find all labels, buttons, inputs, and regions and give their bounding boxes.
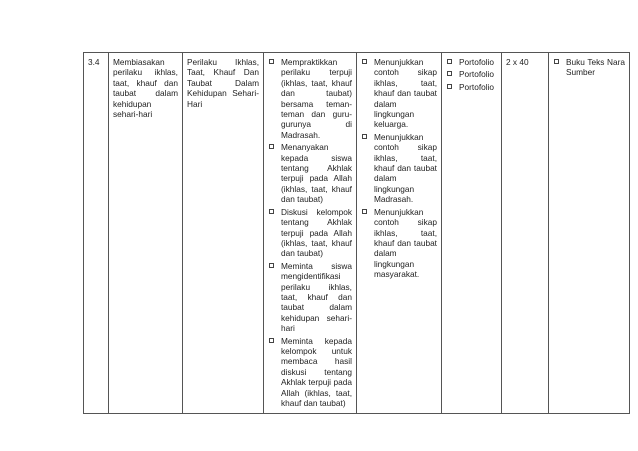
activity-text: Meminta kepada kelompok untuk membaca hasil diskusi tentang Akhlak terpuji pada Allah (ikhlas, taat, khauf dan taubat) [281,335,352,408]
table-row [84,53,630,414]
activity-text: Diskusi kelompok tentang Akhlak terpuji pada Allah (ikhlas, taat, khauf dan taubat) [281,206,352,259]
list-item [553,57,625,78]
cell-learning-material: Perilaku Ikhlas, Taat, Khauf Dan Taubat Dalam Kehidupan Sehari-Hari [183,53,264,414]
indicators-list [361,57,437,280]
activity-text: Menanyakan kepada siswa tentang Akhlak terpuji pada Allah (ikhlas, taat, khauf dan taubat) [281,142,352,205]
cell-learning-sources [549,53,630,414]
activity-text: Meminta siswa mengidentifikasi perilaku ikhlas, taat, khauf dan taubat dalam kehidupan sehari-hari [281,260,352,334]
cell-basic-competency: Membiasakan perilaku ikhlas, taat, khauf dan taubat dalam kehidupan sehari-hari [109,53,183,414]
list-item [446,69,497,79]
checkbox-bullet-icon [269,209,274,214]
list-item [268,261,352,334]
list-item [361,132,437,205]
checkbox-bullet-icon [362,134,367,139]
cell-assessment [442,53,502,414]
checkbox-bullet-icon [269,59,274,64]
indicator-text: Menunjukkan contoh sikap ikhlas, taat, khauf dan taubat dalam lingkungan Madrasah. [374,131,437,205]
checkbox-bullet-icon [269,338,274,343]
indicator-text: Menunjukkan contoh sikap ikhlas, taat, khauf dan taubat dalam lingkungan masyarakat. [374,206,437,280]
sources-list [553,57,625,78]
list-item [446,57,497,67]
source-text: Buku Teks Nara Sumber [566,57,625,78]
list-item [361,207,437,280]
checkbox-bullet-icon [269,263,274,268]
list-item [446,82,497,92]
cell-time-allocation: 2 x 40 [502,53,549,414]
assessment-list [446,57,497,92]
cell-learning-activities [264,53,357,414]
cell-indicators [357,53,442,414]
assessment-text: Portofolio [459,57,495,67]
list-item [268,57,352,140]
checkbox-bullet-icon [362,209,367,214]
checkbox-bullet-icon [447,84,452,89]
checkbox-bullet-icon [447,71,452,76]
assessment-text: Portofolio [459,81,495,92]
cell-number: 3.4 [84,53,109,414]
syllabus-table [83,52,630,414]
checkbox-bullet-icon [269,144,274,149]
list-item [268,336,352,409]
assessment-text: Portofolio [459,69,495,80]
list-item [268,142,352,204]
indicator-text: Menunjukkan contoh sikap ikhlas, taat, khauf dan taubat dalam lingkungan keluarga. [374,57,437,130]
list-item [361,57,437,130]
checkbox-bullet-icon [554,59,559,64]
checkbox-bullet-icon [362,59,367,64]
activity-text: Mempraktikkan perilaku terpuji (ikhlas, taat, khauf dan taubat) bersama teman-teman dan guru-gurunya di Madrasah. [281,57,352,140]
activities-list [268,57,352,408]
list-item [268,207,352,259]
checkbox-bullet-icon [447,59,452,64]
